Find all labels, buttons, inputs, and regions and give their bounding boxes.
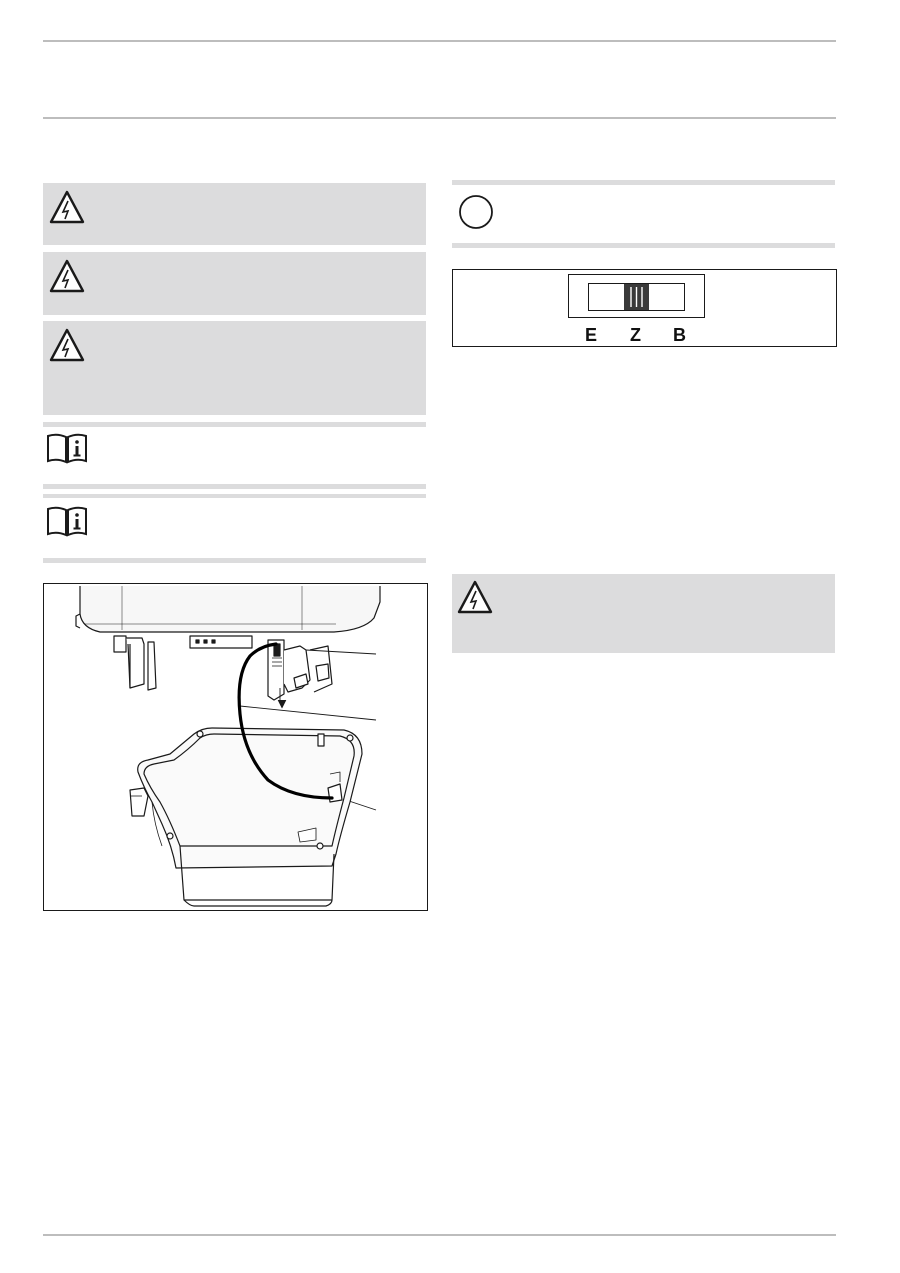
manual-info-icon	[45, 505, 89, 537]
manual-info-icon	[45, 432, 89, 464]
warning-panel-3	[43, 321, 426, 415]
selector-switch-figure	[452, 269, 837, 347]
device-drawing	[44, 584, 427, 910]
selector-label-e: E	[585, 325, 598, 345]
selector-label-b: B	[673, 325, 686, 345]
high-voltage-warning-icon	[48, 189, 86, 225]
note-block-bottom-bar	[452, 243, 835, 248]
high-voltage-warning-icon	[48, 327, 86, 363]
switch-knob[interactable]	[624, 284, 649, 310]
warning-panel-2	[43, 252, 426, 315]
note-circle-icon	[458, 194, 494, 230]
high-voltage-warning-icon	[456, 579, 494, 615]
header-top-rule	[43, 40, 836, 42]
cable-connection-illustration	[43, 583, 428, 911]
high-voltage-warning-icon	[48, 258, 86, 294]
info-block-2-top-bar	[43, 494, 426, 498]
info-block-1-bottom-bar	[43, 484, 426, 489]
info-block-1-top-bar	[43, 422, 426, 427]
header-bottom-rule	[43, 117, 836, 119]
warning-panel-1	[43, 183, 426, 245]
footer-rule	[43, 1234, 836, 1236]
note-block-top-bar	[452, 180, 835, 185]
selector-label-z: Z	[630, 325, 641, 345]
info-block-2-bottom-bar	[43, 558, 426, 563]
warning-panel-right	[452, 574, 835, 653]
